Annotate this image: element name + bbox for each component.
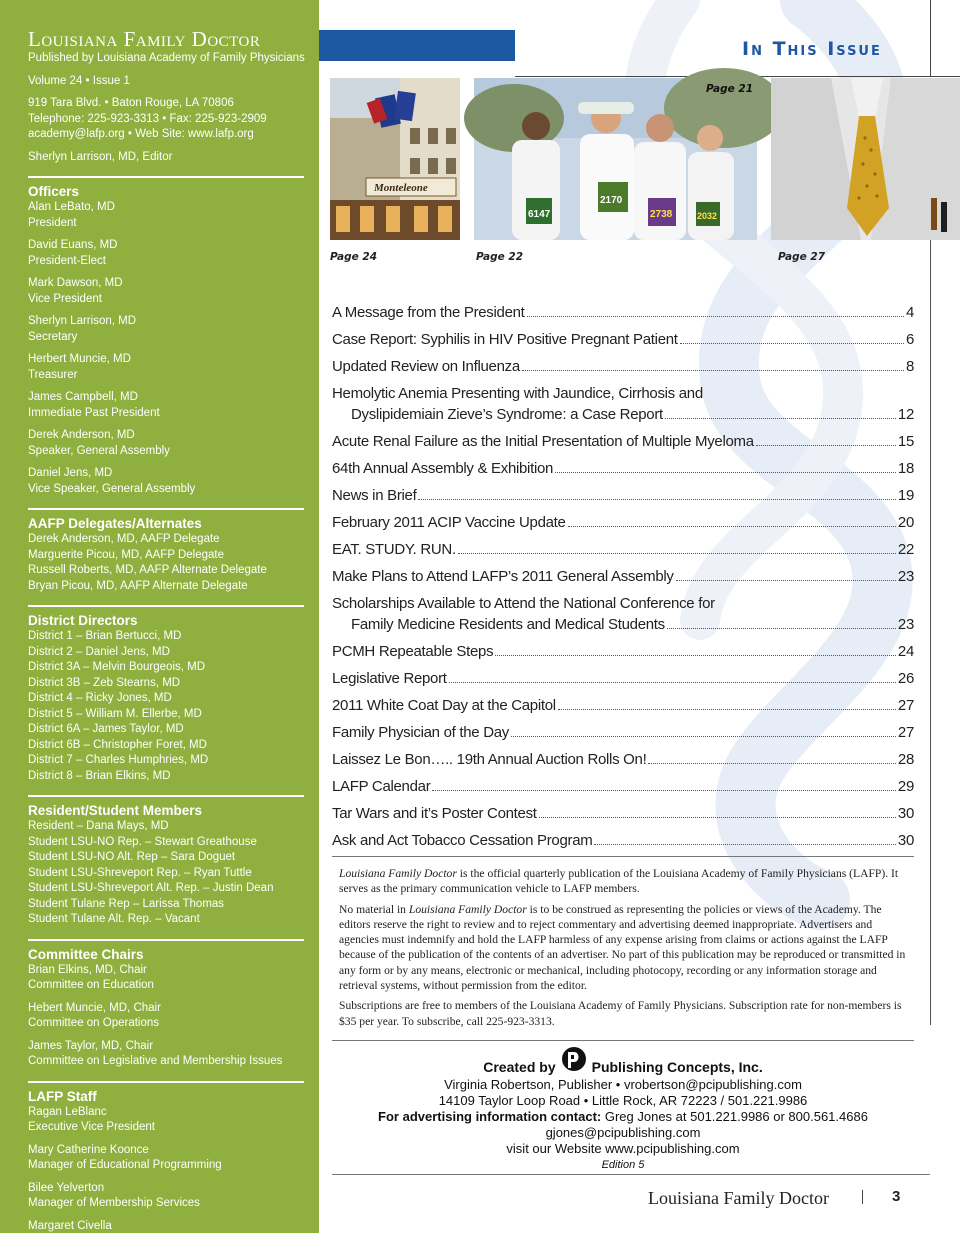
officer-entry [28,276,319,307]
address: 919 Tara Blvd. • Baton Rouge, LA 70806 [28,97,234,109]
notice-paragraph [339,866,909,897]
toc-leader [418,499,895,500]
toc-page: 4 [905,304,914,321]
notice-paragraph [339,902,909,994]
masthead-sidebar [0,0,319,1247]
officer-role: Secretary [28,330,78,343]
officer-name: David Euans, MD [28,239,118,251]
delegate-entry: Bryan Picou, MD, AAFP Alternate Delegate [28,579,248,592]
toc-page: 27 [897,697,914,714]
toc-title: Laissez Le Bon….. 19th Annual Auction Rolls On! [332,751,647,768]
toc-page: 8 [905,358,914,375]
in-this-issue-heading: In This Issue [742,38,882,60]
toc-title: PCMH Repeatable Steps [332,643,494,660]
officer-name: Alan LeBato, MD [28,201,115,213]
committees-list [28,963,319,1070]
officer-role: Vice President [28,292,102,305]
resident-entry: Student LSU-NO Rep. – Stewart Greathouse [28,835,257,848]
toc-page: 18 [897,460,914,477]
toc-page: 22 [897,541,914,558]
resident-entry: Student Tulane Rep – Larissa Thomas [28,897,225,910]
toc-title: Ask and Act Tobacco Cessation Program [332,832,593,849]
toc-page: 23 [897,568,914,585]
toc-entry[interactable] [332,385,914,424]
email-website: academy@lafp.org • Web Site: www.lafp.org [28,128,254,140]
staff-name: Mary Catherine Koonce [28,1143,149,1156]
toc-entry[interactable] [332,460,914,478]
toc-title: Tar Wars and it’s Poster Contest [332,805,537,822]
publisher-contact: Virginia Robertson, Publisher • vrobertson@pcipublishing.com [444,1077,802,1092]
toc-leader [495,655,896,656]
notice-text: No material in [339,902,409,916]
staff-entry [28,1105,319,1136]
toc-title: EAT. STUDY. RUN. [332,541,456,558]
staff-name: Margaret Civella [28,1219,112,1232]
officer-name: James Campbell, MD [28,391,138,403]
publisher-credits [332,1046,914,1173]
edition-label: Edition 5 [601,1159,645,1171]
committee-chair: Hebert Muncie, MD, Chair [28,1001,161,1014]
staff-entry [28,1181,319,1212]
district-entry: District 5 – William M. Ellerbe, MD [28,707,202,720]
staff-list [28,1105,319,1250]
photo-page-label: Page 27 [778,251,826,263]
toc-entry[interactable] [332,304,914,322]
toc-page: 24 [897,643,914,660]
delegate-entry: Russell Roberts, MD, AAFP Alternate Delegate [28,564,267,576]
committee-name: Committee on Operations [28,1017,160,1029]
magazine-title: Louisiana Family Doctor [28,27,261,51]
toc-page: 15 [897,433,914,450]
officer-entry [28,428,319,459]
pci-logo-icon [560,1046,588,1077]
toc-leader [558,709,896,710]
district-entry: District 6B – Christopher Foret, MD [28,738,207,751]
toc-title: February 2011 ACIP Vaccine Update [332,514,566,531]
divider [28,795,304,797]
toc-title: Family Physician of the Day [332,724,509,741]
divider [930,240,931,1025]
toc-page: 20 [897,514,914,531]
photo-page-label: Page 21 [706,83,754,95]
delegate-entry: Marguerite Picou, MD, AAFP Delegate [28,548,225,561]
toc-leader [555,472,896,473]
toc-entry[interactable] [332,751,914,769]
advertising-label: For advertising information contact: [378,1109,602,1124]
staff-role: Manager of Educational Programming [28,1159,222,1171]
district-entry: District 2 – Daniel Jens, MD [28,645,170,658]
created-by-line [332,1046,914,1077]
bib-number: 2170 [600,195,623,206]
officer-name: Sherlyn Larrison, MD [28,315,137,327]
districts-heading: District Directors [28,613,138,628]
publication-name: Louisiana Family Doctor [339,867,457,880]
divider [332,856,914,857]
publisher-company: Publishing Concepts, Inc. [591,1059,763,1075]
toc-title: Acute Renal Failure as the Initial Presentation of Multiple Myeloma [332,433,754,450]
committee-entry [28,1001,319,1032]
officer-name: Mark Dawson, MD [28,277,123,289]
officer-name: Daniel Jens, MD [28,467,113,479]
toc-entry[interactable] [332,358,914,376]
white-coat-photo [771,78,960,240]
officer-entry [28,200,319,231]
residents-heading: Resident/Student Members [28,803,203,818]
officer-role: Vice Speaker, General Assembly [28,482,196,495]
page-number: 3 [892,1188,901,1205]
districts-list [28,629,319,784]
toc-page: 23 [897,616,914,633]
divider [930,0,931,76]
toc-title: Scholarships Available to Attend the National Conference for [332,595,715,612]
committee-chair: James Taylor, MD, Chair [28,1039,154,1052]
staff-entry [28,1143,319,1174]
officer-role: Treasurer [28,368,78,381]
divider [332,1040,914,1041]
toc-title: Hemolytic Anemia Presenting with Jaundice, Cirrhosis and [332,385,703,402]
advertising-contact: Greg Jones at 501.221.9986 or 800.561.4686 [601,1109,868,1124]
staff-role: Foundation Coordinator [28,1235,149,1247]
created-by-label: Created by [483,1059,556,1075]
toc-page: 27 [897,724,914,741]
publisher-address: 14109 Taylor Loop Road • Little Rock, AR 72223 / 501.221.9986 [438,1093,808,1108]
toc-page: 30 [897,832,914,849]
toc-entry[interactable] [332,331,914,349]
header-accent-bar [319,30,515,61]
toc-entry[interactable] [332,595,914,634]
toc-page: 6 [905,331,914,348]
officer-role: President-Elect [28,254,106,267]
divider [28,508,304,510]
officer-entry [28,314,319,345]
toc-leader [432,790,896,791]
publication-notice [339,866,909,1034]
committee-entry [28,1039,319,1070]
divider [28,1081,304,1083]
toc-title: LAFP Calendar [332,778,431,795]
committee-chair: Brian Elkins, MD, Chair [28,963,147,976]
committees-heading: Committee Chairs [28,946,144,962]
staff-name: Ragan LeBlanc [28,1105,107,1118]
toc-entry[interactable] [332,697,914,715]
toc-leader [665,418,896,419]
toc-title-continued: Dyslipidemiain Zieve’s Syndrome: a Case Report [351,406,663,423]
photo-page-label: Page 22 [476,251,524,263]
officer-role: Immediate Past President [28,406,160,419]
toc-entry[interactable] [332,643,914,661]
toc-leader [680,343,904,344]
toc-leader [511,736,896,737]
resident-entry: Student Tulane Alt. Rep. – Vacant [28,913,200,925]
notice-text: is the official quarterly publication of the Louisiana Academy of Family Physicians (LAFP). It serves as the primary communication vehicle to LAFP members. [339,867,899,896]
officer-entry [28,352,319,383]
divider [28,176,304,178]
toc-leader [756,445,896,446]
volume-issue: Volume 24 • Issue 1 [28,74,130,87]
photo-page-label: Page 24 [330,251,378,263]
toc-entry[interactable] [332,568,914,586]
hotel-photo [330,78,460,240]
district-entry: District 3B – Zeb Stearns, MD [28,676,181,689]
toc-title: 64th Annual Assembly & Exhibition [332,460,554,477]
toc-entry[interactable] [332,724,914,742]
toc-leader [458,553,896,554]
toc-title-continued: Family Medicine Residents and Medical Students [351,616,665,633]
hotel-sign-text: Monteleone [374,182,428,194]
bib-number: 6147 [528,209,551,220]
divider [28,605,304,607]
officer-role: Speaker, General Assembly [28,444,170,457]
committee-entry [28,963,319,994]
divider [332,1174,930,1175]
phone-fax: Telephone: 225-923-3313 • Fax: 225-923-2909 [28,112,267,125]
toc-entry[interactable] [332,670,914,688]
officers-list [28,200,319,497]
resident-entry: Student LSU-Shreveport Alt. Rep. – Justin Dean [28,882,274,894]
district-entry: District 1 – Brian Bertucci, MD [28,630,182,642]
committee-name: Committee on Education [28,979,154,991]
notice-paragraph: Subscriptions are free to members of the Louisiana Academy of Family Physicians. Subscription rate for non-members is $35 per year. To subscribe, call 225-923-3313. [339,999,902,1028]
advertising-email[interactable]: gjones@pcipublishing.com [545,1125,701,1140]
notice-text: is to be construed as representing the policies or views of the Academy. The editors reserve the right to review and to reject commentary and advertising deemed inappropriate. Advertisers and agencies must indemnify and hold the LAFP harmless of any expense arising from claims or actions against the LAFP because of the publication of the contents of an advertiser. No part of this publication may be reproduced or transmitted in any form or by any means, electronic or mechanical, including photocopy, recording or any information storage and retrieval systems, without permission from the editor. [339,902,906,993]
divider [28,939,304,941]
runners-photo [474,78,757,240]
delegate-entry: Derek Anderson, MD, AAFP Delegate [28,533,220,545]
toc-entry[interactable] [332,541,914,559]
district-entry: District 4 – Ricky Jones, MD [28,692,172,704]
publisher-line: Published by Louisiana Academy of Family Physicians [28,52,305,64]
toc-leader [568,526,896,527]
toc-title: 2011 White Coat Day at the Capitol [332,697,556,714]
bib-number: 2738 [650,209,673,220]
publication-name: Louisiana Family Doctor [408,902,527,916]
toc-page: 12 [897,406,914,423]
toc-leader [522,370,904,371]
publisher-website[interactable]: visit our Website www.pcipublishing.com [506,1141,740,1156]
toc-title: Legislative Report [332,670,447,687]
footer-magazine-title: Louisiana Family Doctor [648,1188,829,1208]
resident-entry: Resident – Dana Mays, MD [28,820,169,832]
resident-entry: Student LSU-NO Alt. Rep – Sara Doguet [28,851,236,863]
officers-heading: Officers [28,184,80,199]
advertising-line [332,1109,914,1125]
table-of-contents [332,304,914,850]
delegates-list [28,532,319,594]
toc-entry[interactable] [332,805,914,823]
resident-entry: Student LSU-Shreveport Rep. – Ryan Tuttle [28,866,252,879]
officer-entry [28,390,319,421]
district-entry: District 6A – James Taylor, MD [28,723,184,735]
toc-page: 30 [897,805,914,822]
staff-entry [28,1219,319,1250]
toc-entry[interactable] [332,487,914,505]
staff-role: Executive Vice President [28,1121,155,1133]
officer-role: President [28,216,77,229]
delegates-heading: AAFP Delegates/Alternates [28,516,202,531]
toc-leader [527,316,904,317]
officer-entry [28,238,319,269]
toc-title: Updated Review on Influenza [332,358,520,375]
toc-leader [594,844,895,845]
toc-leader [648,763,895,764]
staff-role: Manager of Membership Services [28,1197,200,1209]
district-entry: District 7 – Charles Humphries, MD [28,754,209,766]
toc-entry[interactable] [332,778,914,796]
toc-leader [539,817,896,818]
divider [862,1190,863,1204]
toc-title: News in Brief [332,487,417,504]
district-entry: District 3A – Melvin Bourgeois, MD [28,661,206,673]
district-entry: District 8 – Brian Elkins, MD [28,769,171,782]
toc-page: 28 [897,751,914,768]
toc-entry[interactable] [332,433,914,451]
toc-title: A Message from the President [332,304,525,321]
toc-leader [667,628,896,629]
staff-heading: LAFP Staff [28,1088,97,1104]
officer-entry [28,466,319,497]
toc-leader [676,580,896,581]
toc-title: Case Report: Syphilis in HIV Positive Pregnant Patient [332,331,678,348]
toc-page: 29 [897,778,914,795]
editor: Sherlyn Larrison, MD, Editor [28,150,173,163]
toc-title: Make Plans to Attend LAFP’s 2011 General Assembly [332,568,674,585]
residents-list [28,819,319,928]
toc-page: 26 [897,670,914,687]
toc-leader [449,682,896,683]
committee-name: Committee on Legislative and Membership Issues [28,1055,283,1067]
officer-name: Herbert Muncie, MD [28,353,131,365]
toc-page: 19 [897,487,914,504]
toc-entry[interactable] [332,832,914,850]
bib-number: 2032 [697,211,718,221]
toc-entry[interactable] [332,514,914,532]
staff-name: Bilee Yelverton [28,1181,105,1194]
officer-name: Derek Anderson, MD [28,429,135,441]
